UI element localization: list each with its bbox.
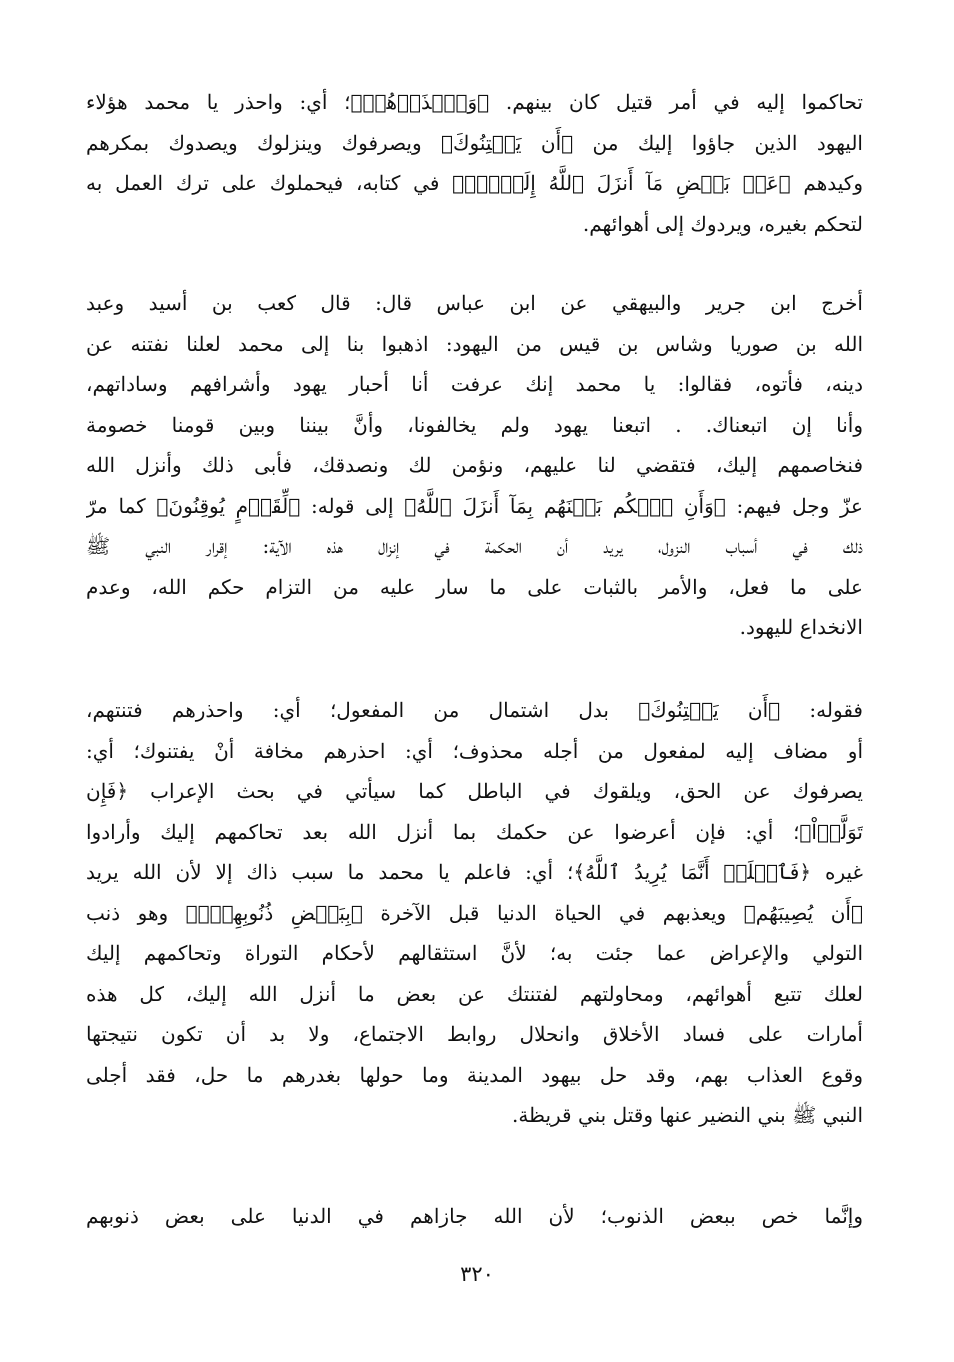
paragraph-line: تحاكموا إليه في أمر قتيل كان بينهم. ﴿وَٱحۡذَرۡهُمۡ﴾؛ أي: واحذر يا محمد هؤلاء bbox=[86, 90, 863, 114]
page-number: ٣٢٠ bbox=[460, 1262, 494, 1286]
paragraph-1 bbox=[86, 82, 863, 244]
paragraph-line: فقوله: ﴿أَن يَفۡتِنُوكَ﴾ بدل اشتمال من المفعول؛ أي: واحذرهم فتنتهم، bbox=[86, 698, 863, 722]
paragraph-line: دينه، فأتوه، فقالوا: يا محمد إنك عرفت أنا أحبار يهود وأشرافهم وساداتهم، bbox=[86, 372, 863, 396]
paragraph-line: لتحكم بغيره، ويردوك إلى أهوائهم. bbox=[582, 211, 863, 236]
paragraph-line: فنخاصمهم إليك، فتقضي لنا عليهم، ونؤمن لك ونصدقك، فأبى ذلك وأنزل الله bbox=[86, 453, 863, 477]
paragraph-line: أخرج ابن جرير والبيهقي عن ابن عباس قال: قال كعب بن أسيد وعبد bbox=[86, 291, 863, 315]
paragraph-line: تَوَلَّوۡاْ﴾؛ أي: فإن أعرضوا عن حكمك بما أنزل الله بعد تحاكمهم إليك وأرادوا bbox=[86, 819, 863, 844]
paragraph-line: يصرفوك عن الحق، ويلقوك في الباطل كما سيأتي في بحث الإعراب ﴿فَإِن bbox=[86, 779, 863, 803]
paragraph-line: وقوع العذاب بهم، وقد حل بيهود المدينة وما حولها بغدرهم ما حل، فقد أجلى bbox=[86, 1062, 863, 1087]
paragraph-line: الانخداع لليهود. bbox=[739, 615, 863, 639]
paragraph-line: أمارات على فساد الأخلاق وانحلال روابط الاجتماع، ولا بد أن تكون نتيجتها bbox=[86, 1022, 863, 1046]
paragraph-line: على ما فعل، والأمر بالثبات على ما سار عليه من التزام حكم الله، وعدم bbox=[86, 574, 863, 599]
paragraph-line: عزّ وجل فيهم: ﴿وَأَنِ ٱحۡكُم بَيۡنَهُم بِمَآ أَنزَلَ ٱللَّهُ﴾ إلى قوله: ﴿لِّقَوۡمٍ يُوقِنُونَ﴾ كما مرّ bbox=[86, 493, 863, 518]
paragraph-2 bbox=[86, 283, 863, 648]
paragraph-line: ﴿أَن يُصِيبَهُم﴾ ويعذبهم في الحياة الدنيا قبل الآخرة ﴿بِبَعۡضِ ذُنُوبِهِمۡۗ﴾ وهو ذنب bbox=[86, 900, 863, 925]
paragraph-line: وكيدهم ﴿عَنۢ بَعۡضِ مَآ أَنزَلَ ٱللَّهُ إِلَيۡكَۖ﴾ في كتابه، فيحملوك على ترك العمل به bbox=[86, 171, 863, 195]
paragraph-3 bbox=[86, 690, 863, 1136]
paragraph-line: الله بن صوريا وشاس بن قيس من اليهود: اذهبوا بنا إلى محمد لعلنا نفتنه عن bbox=[86, 331, 863, 356]
paragraph-line: اليهود الذين جاؤوا إليك من ﴿أَن يَفۡتِنُوكَ﴾ ويصرفوك وينزلوك ويصدوك بمكرهم bbox=[86, 130, 863, 155]
paragraph-line: ذلك في أسباب النزول، يريد أن الحكمة في إنزال هذه الآية: إقرار النبي ﷺ bbox=[86, 534, 863, 558]
paragraph-line: لعلك تتبع أهوائهم، ومحاولتهم لفتنتك عن بعض ما أنزل الله إليك، كل هذه bbox=[86, 981, 863, 1006]
paragraph-line: التولي والإعراض عما جئت به؛ لأنَّ استثقالهم لأحكام التوراة وتحاكمهم إليك bbox=[86, 941, 863, 965]
paragraph-line: غيره ﴿فَٱعۡلَمۡ أَنَّمَا يُرِيدُ ٱللَّهُ﴾؛ أي: فاعلم يا محمد ما سبب ذاك إلا لأن الله يريد bbox=[86, 860, 863, 884]
paragraph-4 bbox=[86, 1196, 863, 1237]
paragraph-line: وأنا إن اتبعناك. . اتبعنا يهود ولم يخالفونا، وأنَّ بيننا وبين قومنا خصومة bbox=[86, 412, 863, 437]
paragraph-line: وإنَّما خص ببعض الذنوب؛ لأن الله جازاهم في الدنيا على بعض ذنوبهم bbox=[86, 1204, 863, 1228]
paragraph-line: النبي ﷺ بني النضير عنها وقتل بني قريظة. bbox=[511, 1103, 863, 1127]
paragraph-line: أو مضاف إليه لمفعول من أجله محذوف؛ أي: احذرهم مخافة أنْ يفتنوك؛ أي: bbox=[86, 738, 863, 763]
